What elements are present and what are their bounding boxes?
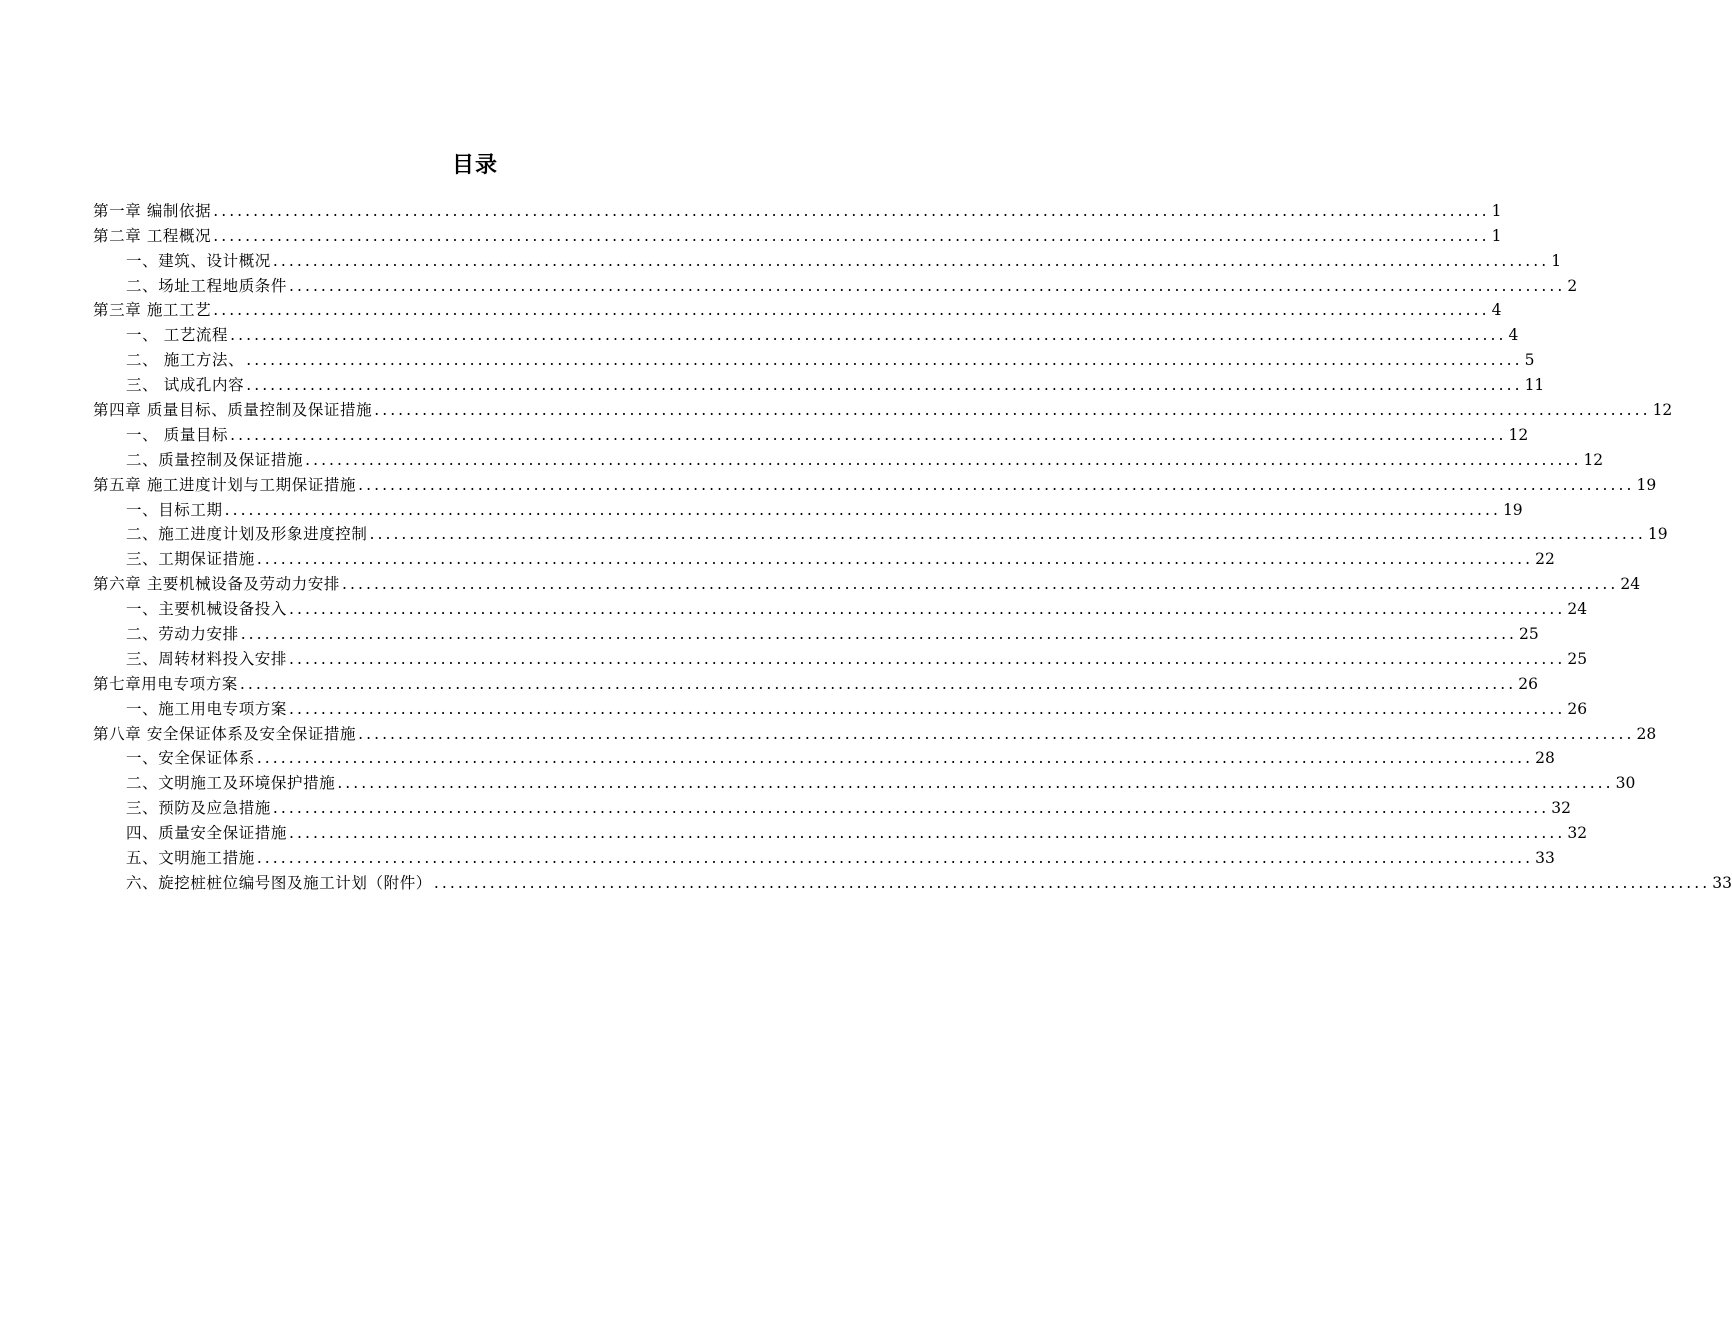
toc-dot-leader: ................................................................................................................................................................ [256, 849, 1534, 868]
toc-entry-text: 第六章 主要机械设备及劳动力安排 [93, 575, 341, 594]
toc-section-entry[interactable] [93, 842, 1555, 868]
toc-dot-leader: ................................................................................................................................................................ [213, 301, 1490, 320]
toc-section-entry[interactable] [93, 444, 1604, 469]
toc-chapter-entry[interactable] [93, 568, 1641, 594]
toc-entry-text: 一、目标工期 [126, 500, 223, 519]
toc-entry-text: 五、文明施工措施 [126, 849, 255, 868]
toc-entry-text: 三、周转材料投入安排 [126, 649, 288, 668]
toc-section-entry[interactable] [93, 245, 1562, 270]
toc-dot-leader: ................................................................................................................................................................ [256, 550, 1534, 569]
toc-entry-text: 三、 试成孔内容 [126, 376, 245, 395]
toc-dot-leader: ................................................................................................................................................................ [230, 425, 1507, 444]
toc-entry-text: 二、文明施工及环境保护措施 [126, 774, 336, 793]
toc-section-entry[interactable] [93, 817, 1588, 843]
toc-chapter-entry[interactable] [93, 195, 1502, 220]
toc-dot-leader: ................................................................................................................................................................ [272, 251, 1550, 270]
toc-page-number: 30 [1615, 774, 1636, 793]
toc-chapter-entry[interactable] [93, 469, 1657, 494]
toc-chapter-entry[interactable] [93, 295, 1502, 320]
toc-chapter-entry[interactable] [93, 394, 1673, 420]
toc-dot-leader: ................................................................................................................................................................ [374, 401, 1651, 420]
toc-page-number: 26 [1518, 674, 1538, 693]
toc-section-entry[interactable] [93, 494, 1523, 519]
toc-chapter-entry[interactable] [93, 718, 1657, 743]
toc-chapter-entry[interactable] [93, 220, 1502, 245]
toc-page-number: 28 [1535, 749, 1555, 768]
toc-dot-leader: ................................................................................................................................................................ [305, 450, 1582, 469]
toc-page-number: 24 [1620, 575, 1641, 594]
toc-list [93, 195, 1732, 892]
toc-section-entry[interactable] [93, 519, 1668, 544]
toc-page-number: 1 [1551, 251, 1562, 270]
toc-dot-leader: ................................................................................................................................................................ [433, 873, 1711, 892]
toc-dot-leader: ................................................................................................................................................................ [246, 351, 1523, 370]
toc-section-entry[interactable] [93, 344, 1535, 370]
toc-entry-text: 一、 工艺流程 [126, 326, 229, 345]
toc-section-entry[interactable] [93, 767, 1636, 793]
toc-section-entry[interactable] [93, 867, 1732, 892]
toc-dot-leader: ................................................................................................................................................................ [230, 326, 1507, 345]
toc-entry-text: 四、质量安全保证措施 [126, 824, 288, 843]
toc-entry-text: 三、预防及应急措施 [126, 799, 271, 818]
toc-dot-leader: ................................................................................................................................................................ [337, 774, 1614, 793]
toc-section-entry[interactable] [93, 743, 1555, 768]
toc-entry-text: 第二章 工程概况 [93, 226, 212, 245]
toc-dot-leader: ................................................................................................................................................................ [342, 575, 1619, 594]
toc-page-number: 33 [1535, 849, 1555, 868]
toc-page-number: 33 [1712, 873, 1732, 892]
toc-page-number: 5 [1524, 351, 1535, 370]
toc-dot-leader: ................................................................................................................................................................ [246, 376, 1523, 395]
toc-dot-leader: ................................................................................................................................................................ [289, 600, 1566, 619]
toc-entry-text: 第三章 施工工艺 [93, 301, 212, 320]
toc-page-number: 11 [1524, 376, 1545, 395]
toc-entry-text: 第一章 编制依据 [93, 201, 212, 220]
toc-entry-text: 二、质量控制及保证措施 [126, 450, 304, 469]
toc-entry-text: 二、劳动力安排 [126, 625, 239, 644]
toc-page-number: 19 [1647, 525, 1668, 544]
toc-page-number: 24 [1567, 600, 1588, 619]
toc-page-number: 4 [1491, 301, 1502, 320]
toc-entry-text: 三、工期保证措施 [126, 550, 255, 569]
toc-section-entry[interactable] [93, 369, 1545, 395]
toc-dot-leader: ................................................................................................................................................................ [224, 500, 1501, 519]
toc-section-entry[interactable] [93, 270, 1578, 295]
toc-chapter-entry[interactable] [93, 668, 1538, 693]
toc-section-entry[interactable] [93, 618, 1539, 644]
toc-dot-leader: ................................................................................................................................................................ [358, 724, 1635, 743]
toc-page-number: 26 [1567, 699, 1588, 718]
toc-page-number: 1 [1491, 226, 1502, 245]
toc-entry-text: 一、安全保证体系 [126, 749, 255, 768]
toc-entry-text: 二、施工进度计划及形象进度控制 [126, 525, 368, 544]
toc-dot-leader: ................................................................................................................................................................ [272, 799, 1550, 818]
toc-dot-leader: ................................................................................................................................................................ [289, 276, 1566, 295]
toc-page-number: 12 [1652, 401, 1673, 420]
toc-page-number: 12 [1508, 425, 1529, 444]
toc-section-entry[interactable] [93, 593, 1588, 619]
toc-entry-text: 第七章用电专项方案 [93, 674, 238, 693]
toc-entry-text: 二、场址工程地质条件 [126, 276, 288, 295]
toc-page-number: 19 [1636, 475, 1657, 494]
toc-entry-text: 一、主要机械设备投入 [126, 600, 288, 619]
toc-dot-leader: ................................................................................................................................................................ [256, 749, 1534, 768]
toc-page-number: 28 [1636, 724, 1657, 743]
toc-section-entry[interactable] [93, 693, 1588, 718]
toc-page-number: 32 [1567, 824, 1588, 843]
toc-dot-leader: ................................................................................................................................................................ [213, 201, 1490, 220]
toc-page-number: 32 [1551, 799, 1571, 818]
toc-section-entry[interactable] [93, 419, 1529, 444]
toc-dot-leader: ................................................................................................................................................................ [239, 674, 1517, 693]
toc-dot-leader: ................................................................................................................................................................ [289, 699, 1566, 718]
toc-dot-leader: ................................................................................................................................................................ [240, 625, 1518, 644]
toc-entry-text: 一、 质量目标 [126, 425, 229, 444]
toc-page-number: 1 [1491, 201, 1502, 220]
toc-page-number: 12 [1583, 450, 1604, 469]
toc-page-number: 19 [1502, 500, 1523, 519]
toc-entry-text: 一、施工用电专项方案 [126, 699, 288, 718]
toc-dot-leader: ................................................................................................................................................................ [213, 226, 1490, 245]
toc-page-number: 25 [1519, 625, 1539, 644]
toc-dot-leader: ................................................................................................................................................................ [358, 475, 1635, 494]
toc-page-number: 25 [1567, 649, 1588, 668]
toc-dot-leader: ................................................................................................................................................................ [289, 824, 1566, 843]
toc-entry-text: 六、旋挖桩桩位编号图及施工计划（附件） [126, 873, 432, 892]
toc-dot-leader: ................................................................................................................................................................ [369, 525, 1646, 544]
toc-dot-leader: ................................................................................................................................................................ [289, 649, 1566, 668]
toc-section-entry[interactable] [93, 792, 1571, 818]
toc-entry-text: 一、建筑、设计概况 [126, 251, 271, 270]
toc-entry-text: 第五章 施工进度计划与工期保证措施 [93, 475, 357, 494]
toc-section-entry[interactable] [93, 319, 1519, 345]
toc-entry-text: 二、 施工方法、 [126, 351, 245, 370]
toc-entry-text: 第四章 质量目标、质量控制及保证措施 [93, 401, 373, 420]
toc-page-number: 4 [1508, 326, 1519, 345]
toc-section-entry[interactable] [93, 643, 1588, 668]
toc-entry-text: 第八章 安全保证体系及安全保证措施 [93, 724, 357, 743]
toc-section-entry[interactable] [93, 543, 1555, 569]
toc-page-number: 2 [1567, 276, 1578, 295]
toc-page-number: 22 [1535, 550, 1555, 569]
toc-title: 目录 [451, 152, 498, 178]
